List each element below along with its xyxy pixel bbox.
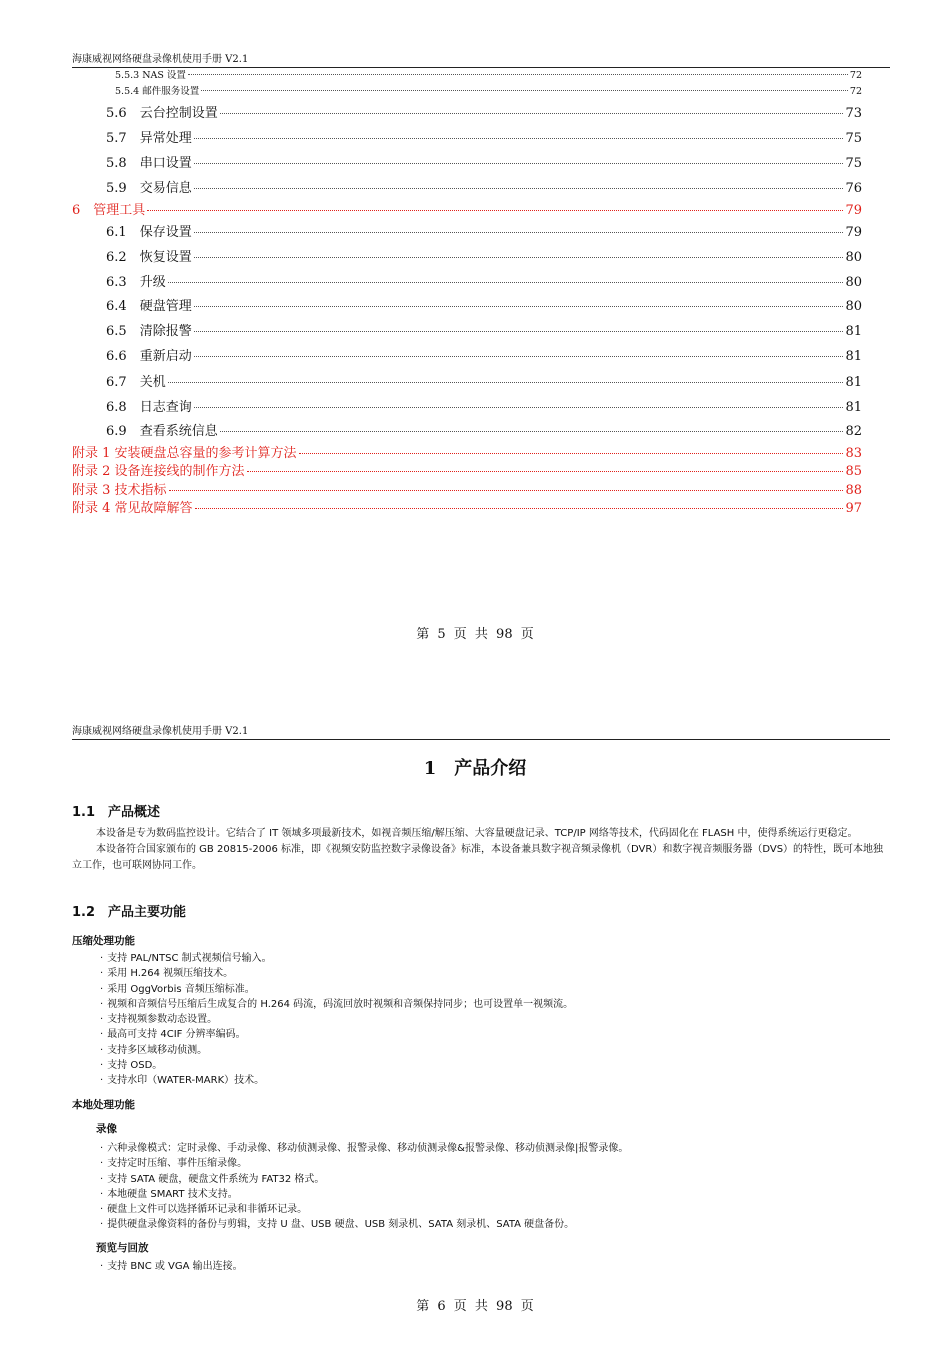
toc-entry[interactable]: 6.6 重新启动 81 [106,349,862,364]
toc-entry[interactable]: 5.8 串口设置 75 [106,156,862,171]
toc-entry[interactable]: 5.9 交易信息 76 [106,181,862,196]
paragraph: 本设备是专为数码监控设计。它结合了 IT 领域多项最新技术，如视音频压缩/解压缩、大容量硬盘记录、TCP/IP 网络等技术，代码固化在 FLASH 中，使得系统运行更稳定。 [96,828,858,839]
paragraph: 本设备符合国家颁布的 GB 20815-2006 标准，即《视频安防监控数字录像设备》标准，本设备兼具数字视音频录像机（DVR）和数字视音频服务器（DVS）的特性，既可本地独立工作，也可联网协同工作。 [72,844,884,871]
table-of-contents [72,0,862,520]
toc-entry[interactable]: 6.4 硬盘管理 80 [106,299,862,314]
list-item: · 采用 OggVorbis 音频压缩标准。 [100,982,573,997]
list-item: · 支持视频参数动态设置。 [100,1012,573,1027]
page-footer: 第 5 页 共 98 页 [416,627,534,642]
toc-entry[interactable]: 6.3 升级 80 [106,275,862,290]
header-title: 海康威视网络硬盘录像机使用手册 V2.1 [72,54,249,65]
toc-entry[interactable]: 6.7 关机 81 [106,375,862,390]
list-item: · 本地硬盘 SMART 技术支持。 [100,1187,628,1202]
toc-entry[interactable]: 6.9 查看系统信息 82 [106,424,862,439]
toc-entry-appendix[interactable]: 附录 4 常见故障解答 97 [72,501,862,516]
list-item: · 提供硬盘录像资料的备份与剪辑，支持 U 盘、USB 硬盘、USB 刻录机、SATA 刻录机、SATA 硬盘备份。 [100,1217,628,1232]
compress-feature-list [100,951,573,1089]
toc-entry-appendix[interactable]: 附录 3 技术指标 88 [72,483,862,498]
list-item: · 支持 SATA 硬盘，硬盘文件系统为 FAT32 格式。 [100,1172,628,1187]
subheading: 本地处理功能 [72,1099,135,1111]
toc-entry-appendix[interactable]: 附录 2 设备连接线的制作方法 85 [72,464,862,479]
list-item: · 支持水印（WATER-MARK）技术。 [100,1073,573,1088]
chapter-title: 1 产品介绍 [423,758,527,779]
toc-entry[interactable]: 5.5.4 邮件服务设置 72 [115,86,862,97]
overview-text [72,826,890,874]
page-header [72,722,890,740]
page-footer: 第 6 页 共 98 页 [416,1299,534,1314]
list-item: · 视频和音频信号压缩后生成复合的 H.264 码流，码流回放时视频和音频保持同步；也可设置单一视频流。 [100,997,573,1012]
preview-feature-list [100,1259,243,1274]
toc-entry[interactable]: 6.1 保存设置 79 [106,225,862,240]
toc-entry[interactable]: 6.5 清除报警 81 [106,324,862,339]
list-item: · 支持 BNC 或 VGA 输出连接。 [100,1259,243,1274]
toc-entry[interactable]: 5.5.3 NAS 设置 72 [115,70,862,81]
toc-entry[interactable]: 6.2 恢复设置 80 [106,250,862,265]
list-item: · 支持定时压缩、事件压缩录像。 [100,1156,628,1171]
list-item: · 支持 PAL/NTSC 制式视频信号输入。 [100,951,573,966]
toc-entry-chapter[interactable]: 6 管理工具 79 [72,203,862,218]
toc-entry[interactable]: 5.7 异常处理 75 [106,131,862,146]
toc-entry[interactable]: 5.6 云台控制设置 73 [106,106,862,121]
subheading: 录像 [96,1123,117,1135]
section-heading: 1.2 产品主要功能 [72,905,187,920]
list-item: · 六种录像模式：定时录像、手动录像、移动侦测录像、报警录像、移动侦测录像&报警录像、移动侦测录像|报警录像。 [100,1141,628,1156]
list-item: · 硬盘上文件可以选择循环记录和非循环记录。 [100,1202,628,1217]
list-item: · 支持多区域移动侦测。 [100,1043,573,1058]
subheading: 预览与回放 [96,1242,149,1254]
list-item: · 最高可支持 4CIF 分辨率编码。 [100,1027,573,1042]
subheading: 压缩处理功能 [72,935,135,947]
list-item: · 支持 OSD。 [100,1058,573,1073]
record-feature-list [100,1141,628,1233]
section-heading: 1.1 产品概述 [72,805,161,820]
toc-entry-appendix[interactable]: 附录 1 安装硬盘总容量的参考计算方法 83 [72,446,862,461]
toc-entry[interactable]: 6.8 日志查询 81 [106,400,862,415]
header-title: 海康威视网络硬盘录像机使用手册 V2.1 [72,726,249,737]
list-item: · 采用 H.264 视频压缩技术。 [100,966,573,981]
